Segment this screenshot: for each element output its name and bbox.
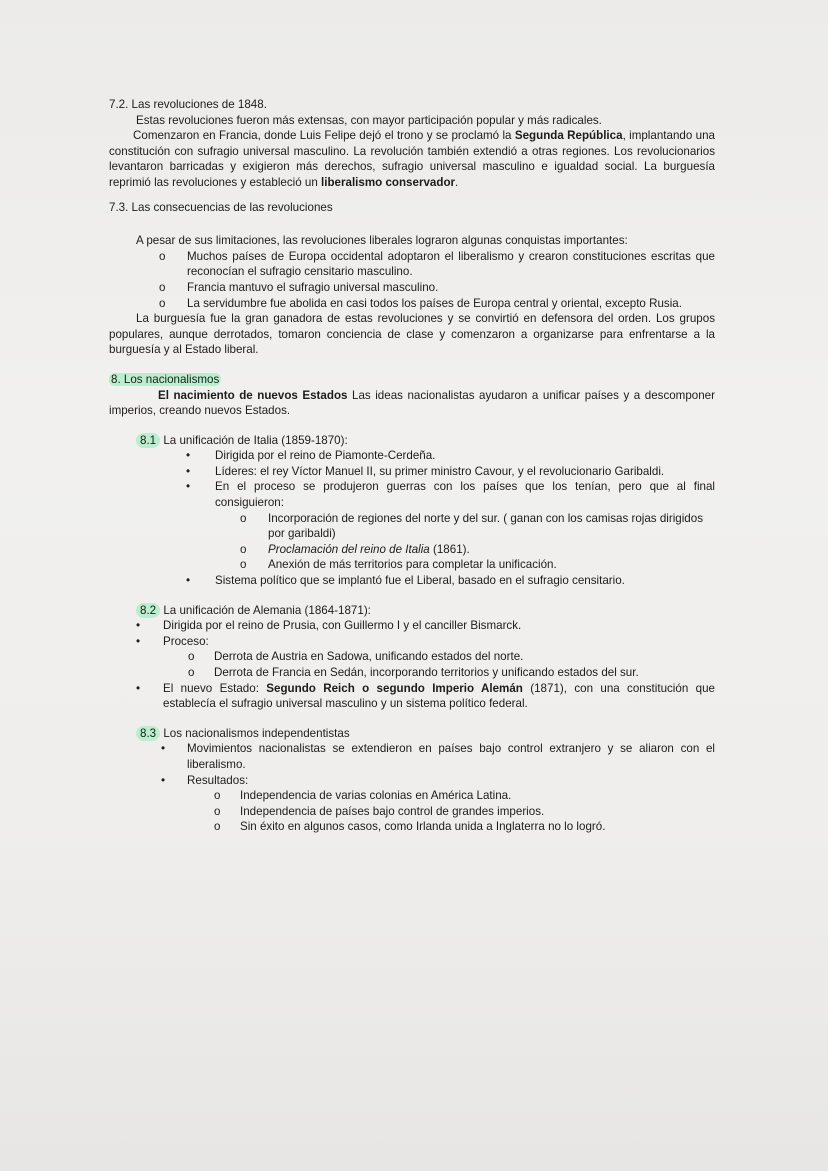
section-8-1-heading: 8.1 La unificación de Italia (1859-1870): — [109, 433, 715, 449]
list-item: o Derrota de Francia en Sedán, incorporando territorios y unificando estados del sur. — [188, 666, 639, 679]
section-7-2-heading: 7.2. Las revoluciones de 1848. — [109, 98, 267, 111]
list-item: o Sin éxito en algunos casos, como Irlanda unida a Inglaterra no lo logró. — [214, 820, 606, 834]
list-item: o Muchos países de Europa occidental adoptaron el liberalismo y crearon constituciones escritas que reconocían el sufragio censitario masculino. — [159, 249, 715, 279]
section-8-2-list — [109, 618, 715, 649]
circle-bullet-icon: o — [159, 296, 166, 310]
document-body — [109, 97, 715, 835]
bullet-icon: • — [161, 773, 166, 787]
list-item: • Proceso: — [136, 634, 209, 648]
section-8-1-list — [109, 448, 715, 510]
list-item: o Proclamación del reino de Italia (1861). — [240, 542, 470, 556]
section-7-2-para-1: Estas revoluciones fueron más extensas, con mayor participación popular y más radicales. — [136, 113, 602, 127]
circle-bullet-icon: o — [240, 511, 247, 525]
section-8-2-closing — [109, 681, 715, 712]
section-8-2-heading: 8.2 La unificación de Alemania (1864-1871): — [109, 603, 715, 619]
section-8-3-list — [109, 741, 715, 788]
list-item: • Dirigida por el reino de Piamonte-Cerdeña. — [186, 449, 436, 463]
list-item: o Incorporación de regiones del norte y del sur. ( ganan con los camisas rojas dirigidos por garibaldi) — [240, 511, 704, 541]
list-item: • El nuevo Estado: Segundo Reich o segundo Imperio Alemán (1871), con una constitución que establecía el sufragio universal masculino y un sistema político federal. — [136, 681, 715, 711]
list-item: • Dirigida por el reino de Prusia, con Guillermo I y el canciller Bismarck. — [136, 619, 522, 633]
section-8-heading: 8. Los nacionalismos — [111, 372, 220, 386]
section-7-3-heading: 7.3. Las consecuencias de las revoluciones — [109, 200, 333, 214]
circle-bullet-icon: o — [188, 650, 195, 664]
list-item: o Francia mantuvo el sufragio universal masculino. — [159, 280, 439, 294]
list-item: • En el proceso se produjeron guerras con los países que los tenían, pero que al final consiguieron: — [186, 480, 715, 510]
bullet-icon: • — [186, 449, 191, 463]
list-item: • Líderes: el rey Víctor Manuel II, su primer ministro Cavour, y el revolucionario Garibaldi. — [186, 464, 665, 478]
bullet-icon: • — [136, 619, 141, 633]
circle-bullet-icon: o — [159, 249, 166, 263]
list-item: o Independencia de países bajo control de grandes imperios. — [214, 804, 545, 818]
bullet-icon: • — [161, 742, 166, 756]
bullet-icon: • — [186, 574, 191, 588]
section-7-3-intro: A pesar de sus limitaciones, las revoluciones liberales lograron algunas conquistas importantes: — [136, 234, 628, 248]
section-8-3-heading: 8.3 Los nacionalismos independentistas — [109, 726, 715, 742]
circle-bullet-icon: o — [240, 558, 247, 572]
list-item: o La servidumbre fue abolida en casi todos los países de Europa central y oriental, excepto Rusia. — [159, 296, 682, 310]
section-7-3-conclusion: La burguesía fue la gran ganadora de estas revoluciones y se convirtió en defensora del orden. Los grupos populares, aunque derrotados, tomaron conciencia de clase y comenzaron a organizarse para enfrentarse a la burguesía y al Estado liberal. — [109, 312, 715, 357]
circle-bullet-icon: o — [240, 542, 247, 556]
list-item: • Movimientos nacionalistas se extendieron en países bajo control extranjero y se aliaron con el liberalismo. — [161, 742, 715, 771]
bullet-icon: • — [136, 681, 141, 695]
bullet-icon: • — [186, 464, 191, 478]
circle-bullet-icon: o — [214, 789, 221, 803]
section-8-1-sublist — [109, 511, 715, 573]
circle-bullet-icon: o — [214, 804, 221, 818]
section-8-2-sublist — [109, 649, 715, 680]
circle-bullet-icon: o — [159, 280, 166, 294]
section-8-3-sublist — [109, 788, 715, 835]
section-7-3-list — [109, 249, 715, 311]
list-item: • Resultados: — [161, 773, 249, 787]
section-8-intro: El nacimiento de nuevos Estados Las ideas nacionalistas ayudaron a unificar países y a descomponer imperios, creando nuevos Estados. — [109, 388, 715, 418]
list-item: o Derrota de Austria en Sadowa, unificando estados del norte. — [188, 650, 524, 664]
section-8-1-closing — [109, 573, 715, 589]
bullet-icon: • — [186, 480, 191, 494]
bullet-icon: • — [136, 634, 141, 648]
circle-bullet-icon: o — [214, 820, 221, 834]
list-item: o Anexión de más territorios para completar la unificación. — [240, 558, 557, 572]
circle-bullet-icon: o — [188, 666, 195, 679]
section-7-2-para-2: Comenzaron en Francia, donde Luis Felipe dejó el trono y se proclamó la Segunda República, implantando una constitución con sufragio universal masculino. La revolución también extendió a otras regiones. Los revolucionarios levantaron barricadas y exigieron más derechos, sufragio universal masculino e igualdad social. La burguesía reprimió las revoluciones y estableció un liberalismo conservador. — [109, 129, 715, 189]
list-item: o Independencia de varias colonias en América Latina. — [214, 789, 512, 803]
list-item: • Sistema político que se implantó fue el Liberal, basado en el sufragio censitario. — [186, 574, 625, 588]
